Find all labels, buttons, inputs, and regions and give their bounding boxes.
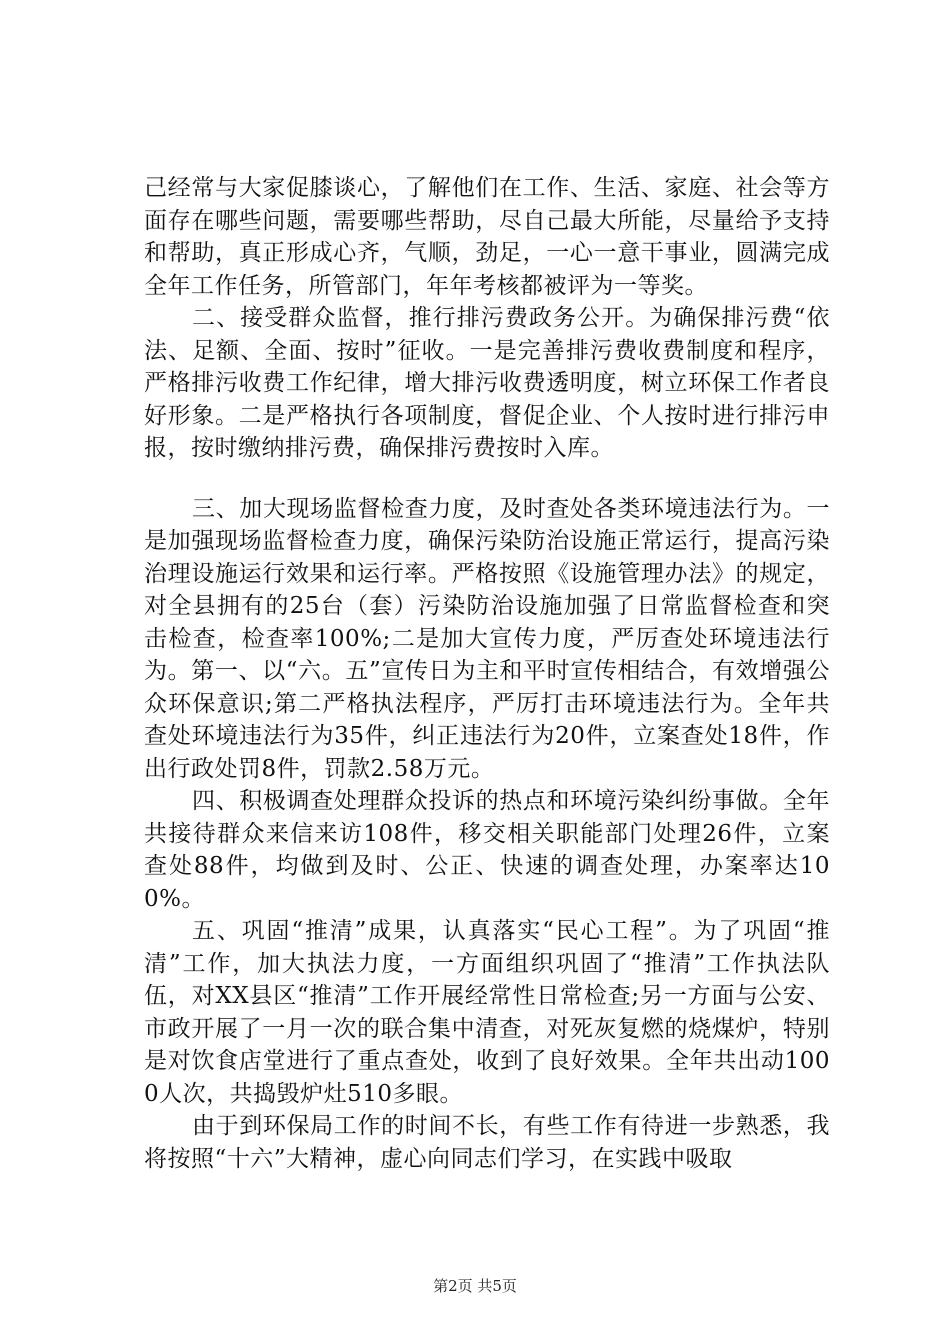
paragraph-closing: 由于到环保局工作的时间不长，有些工作有待进一步熟悉，我将按照“十六”大精神，虚心向同志们学习，在实践中吸取 (144, 1113, 830, 1172)
paragraph-section-2: 二、接受群众监督，推行排污费政务公开。为确保排污费“依法、足额、全面、按时”征收。一是完善排污费收费制度和程序，严格排污收费工作纪律，增大排污收费透明度，树立环保工作者良好形象。二是严格执行各项制度，督促企业、个人按时进行排污申报，按时缴纳排污费，确保排污费按时入库。 (144, 305, 830, 461)
paragraph-section-5: 五、巩固“推清”成果，认真落实“民心工程”。为了巩固“推清”工作，加大执法力度，一方面组织巩固了“推清”工作执法队伍，对XX县区“推清”工作开展经常性日常检查;另一方面与公安、市政开展了一月一次的联合集中清查，对死灰复燃的烧煤炉，特别是对饮食店堂进行了重点查处，收到了良好效果。全年共出动1000人次，共捣毁炉灶510多眼。 (144, 918, 830, 1107)
page-number-footer: 第2页 共5页 (433, 1277, 517, 1295)
paragraph-section-3: 三、加大现场监督检查力度，及时查处各类环境违法行为。一是加强现场监督检查力度，确保污染防治设施正常运行，提高污染治理设施运行效果和运行率。严格按照《设施管理办法》的规定，对全县拥有的25台（套）污染防治设施加强了日常监督检查和突击检查，检查率100%;二是加大宣传力度，严厉查处环境违法行为。第一、以“六。五”宣传日为主和平时宣传相结合，有效增强公众环保意识;第二严格执法程序，严厉打击环境违法行为。全年共查处环境违法行为35件，纠正违法行为20件，立案查处18件，作出行政处罚8件，罚款2.58万元。 (144, 495, 830, 782)
paragraph-section-4: 四、积极调查处理群众投诉的热点和环境污染纠纷事做。全年共接待群众来信来访108件，移交相关职能部门处理26件，立案查处88件，均做到及时、公正、快速的调查处理，办案率达100%。 (144, 788, 830, 912)
document-body (144, 172, 830, 1175)
paragraph-continuation: 己经常与大家促膝谈心，了解他们在工作、生活、家庭、社会等方面存在哪些问题，需要哪些帮助，尽自己最大所能，尽量给予支持和帮助，真正形成心齐，气顺，劲足，一心一意干事业，圆满完成全年工作任务，所管部门，年年考核都被评为一等奖。 (144, 175, 830, 299)
